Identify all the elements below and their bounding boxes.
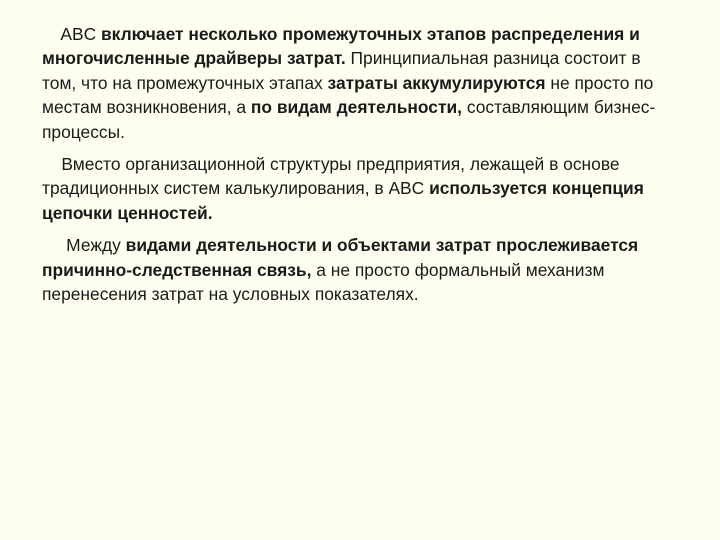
paragraph-2-run-2: используется концепция цепочки ценностей. — [42, 178, 644, 223]
paragraph-1-run-1: ABC — [60, 24, 101, 44]
paragraph-1-run-4: затраты аккумулируются — [327, 72, 546, 93]
paragraph-2-run-1: Вместо организационной структуры предприятия, лежащей в основе традиционных систем калькулирования, в ABC — [42, 154, 620, 199]
paragraph-3-run-1: Между — [66, 235, 126, 256]
paragraph-1-run-2: включает несколько промежуточных этапов распределения и многочисленные драйверы затрат. — [42, 24, 640, 69]
paragraph-1 — [42, 22, 662, 144]
paragraph-1-indent — [42, 24, 60, 44]
paragraph-1-run-5: не просто по местам возникновения, а — [42, 72, 654, 118]
paragraph-2-indent — [42, 154, 61, 174]
paragraph-3-indent — [42, 235, 66, 255]
paragraph-3-run-3: а не просто формальный механизм перенесения затрат на условных показателях. — [42, 259, 605, 305]
paragraph-2 — [42, 152, 662, 225]
paragraph-1-run-3: Принципиальная разница состоит в том, что на промежуточных этапах — [42, 48, 641, 93]
paragraph-3-run-2: видами деятельности и объектами затрат прослеживается причинно-следственная связь, — [42, 235, 639, 280]
paragraph-1-run-7: составляющим бизнес-процессы. — [42, 97, 656, 142]
body-text — [42, 22, 662, 314]
paragraph-3 — [42, 233, 662, 306]
paragraph-1-run-6: по видам деятельности, — [250, 97, 463, 118]
